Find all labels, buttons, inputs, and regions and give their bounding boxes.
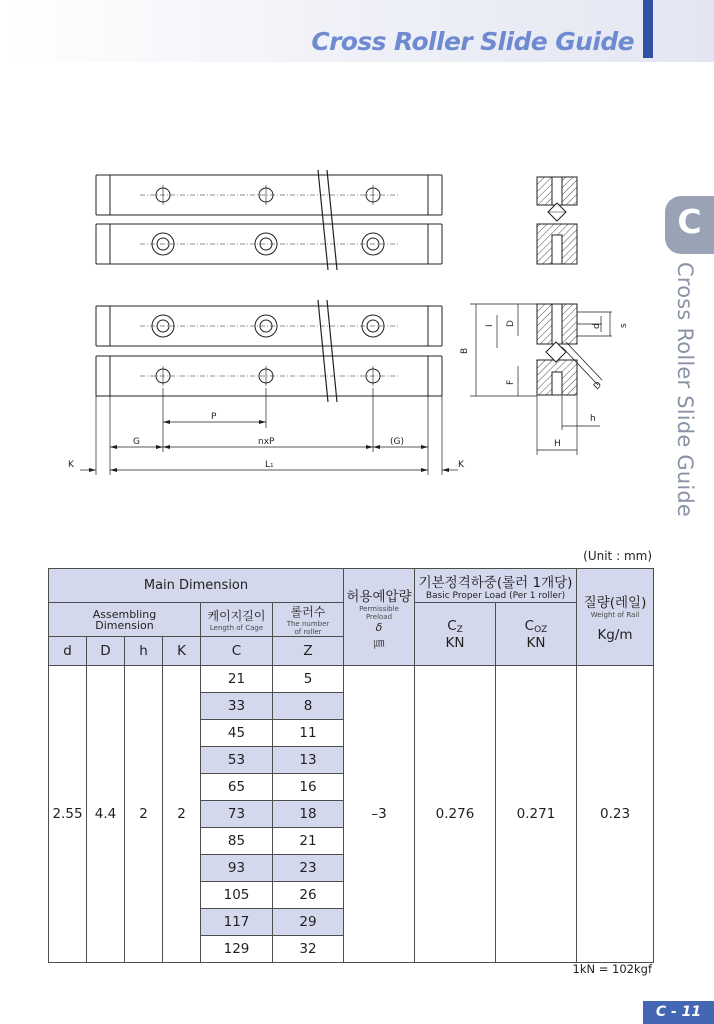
cell-cage-length: 45 xyxy=(201,720,273,747)
cell-cage-length: 93 xyxy=(201,855,273,882)
chapter-letter: C xyxy=(677,202,702,241)
header-cz-sub: Z xyxy=(456,624,463,635)
page-number-tab xyxy=(643,1001,714,1024)
cell-cz: 0.276 xyxy=(415,666,496,963)
cell-roller-count: 21 xyxy=(273,828,344,855)
header-rollers-kr: 롤러수 xyxy=(290,605,326,619)
cell-roller-count: 11 xyxy=(273,720,344,747)
cell-cage-length: 21 xyxy=(201,666,273,693)
dim-label-B: B xyxy=(460,347,470,354)
cell-h: 2 xyxy=(125,666,163,963)
dim-label-D: D xyxy=(506,320,516,327)
dim-label-Dw: D xyxy=(592,380,605,393)
page-title: Cross Roller Slide Guide xyxy=(311,27,634,56)
rail-top-view-upper xyxy=(96,175,442,215)
dim-label-H: H xyxy=(554,439,561,449)
dim-label-h: h xyxy=(590,414,596,424)
cross-section-upper xyxy=(537,177,577,264)
cell-roller-count: 16 xyxy=(273,774,344,801)
cell-coz: 0.271 xyxy=(496,666,577,963)
cell-weight: 0.23 xyxy=(577,666,654,963)
cell-cage-length: 105 xyxy=(201,882,273,909)
cell-cage-length: 73 xyxy=(201,801,273,828)
header-assembling: Assembling Dimension xyxy=(49,603,201,637)
header-col-d: d xyxy=(49,637,87,666)
cell-roller-count: 29 xyxy=(273,909,344,936)
dim-label-I: I xyxy=(485,324,495,327)
page-number: C - 11 xyxy=(655,1004,702,1020)
rail-front-view-lower xyxy=(96,356,442,396)
cell-cage-length: 129 xyxy=(201,936,273,963)
header-coz-unit: KN xyxy=(526,634,546,651)
dim-label-nxP: nxP xyxy=(258,437,275,447)
cell-roller-count: 13 xyxy=(273,747,344,774)
chapter-vertical-title: Cross Roller Slide Guide xyxy=(673,262,697,518)
header-main-dimension: Main Dimension xyxy=(49,569,344,603)
header-preload-kr: 허용예압량 xyxy=(346,588,412,605)
dim-label-K-right: K xyxy=(458,460,464,470)
table-body xyxy=(49,666,654,963)
footnote: 1kN = 102kgf xyxy=(572,962,652,976)
cell-cage-length: 117 xyxy=(201,909,273,936)
cell-roller-count: 32 xyxy=(273,936,344,963)
dim-label-G: G xyxy=(133,437,140,447)
header-col-C: C xyxy=(201,637,273,666)
header-col-D: D xyxy=(87,637,125,666)
cell-d: 2.55 xyxy=(49,666,87,963)
header-load-kr: 기본정격하중(롤러 1개당) xyxy=(418,574,573,591)
header-weight-unit: Kg/m xyxy=(597,627,633,643)
technical-drawing xyxy=(0,150,714,480)
header-weight-kr: 질량(레일) xyxy=(583,595,647,611)
header-cz xyxy=(415,603,496,666)
cell-roller-count: 18 xyxy=(273,801,344,828)
dim-label-L: L₁ xyxy=(265,460,274,470)
header-preload-en: Permissible Preload xyxy=(359,604,399,621)
header-preload-unit: ㎛ xyxy=(373,635,385,649)
header-cage-length-en: Length of Cage xyxy=(209,624,264,632)
header-cage-length-kr: 케이지길이 xyxy=(207,609,266,623)
header-coz-symbol: C xyxy=(524,617,535,634)
cell-D: 4.4 xyxy=(87,666,125,963)
dim-label-K-left: K xyxy=(68,460,74,470)
cell-cage-length: 53 xyxy=(201,747,273,774)
table-row xyxy=(49,666,654,693)
header-cage-length xyxy=(201,603,273,637)
dim-label-G-paren: (G) xyxy=(390,437,404,447)
rail-top-view-lower xyxy=(96,224,442,264)
header-rollers xyxy=(273,603,344,637)
header-accent-bar xyxy=(643,0,653,58)
cell-cage-length: 33 xyxy=(201,693,273,720)
cell-roller-count: 23 xyxy=(273,855,344,882)
dim-label-P: P xyxy=(211,412,217,422)
cell-roller-count: 26 xyxy=(273,882,344,909)
header-load-en: Basic Proper Load (Per 1 roller) xyxy=(425,590,566,601)
header-col-Z: Z xyxy=(273,637,344,666)
cell-cage-length: 65 xyxy=(201,774,273,801)
spec-table xyxy=(48,568,654,963)
cell-roller-count: 8 xyxy=(273,693,344,720)
header-cz-symbol: C xyxy=(447,617,457,634)
header-weight xyxy=(577,569,654,666)
header-weight-en: Weight of Rail xyxy=(590,611,640,619)
rail-front-view-upper xyxy=(96,306,442,346)
header-preload-symbol: δ xyxy=(375,620,383,634)
header-coz-sub: OZ xyxy=(534,624,548,635)
header-coz xyxy=(496,603,577,666)
unit-note: (Unit : mm) xyxy=(583,549,652,563)
cell-preload: –3 xyxy=(344,666,415,963)
header-preload xyxy=(344,569,415,666)
dim-label-F: F xyxy=(506,379,516,385)
header-cz-unit: KN xyxy=(445,634,465,651)
header-rollers-en: The number of roller xyxy=(286,620,330,636)
cell-K: 2 xyxy=(163,666,201,963)
dim-label-d: d xyxy=(592,323,602,329)
cell-roller-count: 5 xyxy=(273,666,344,693)
header-col-K: K xyxy=(163,637,201,666)
header-col-h: h xyxy=(125,637,163,666)
cell-cage-length: 85 xyxy=(201,828,273,855)
header-load xyxy=(415,569,577,603)
dim-label-s: s xyxy=(619,323,629,328)
